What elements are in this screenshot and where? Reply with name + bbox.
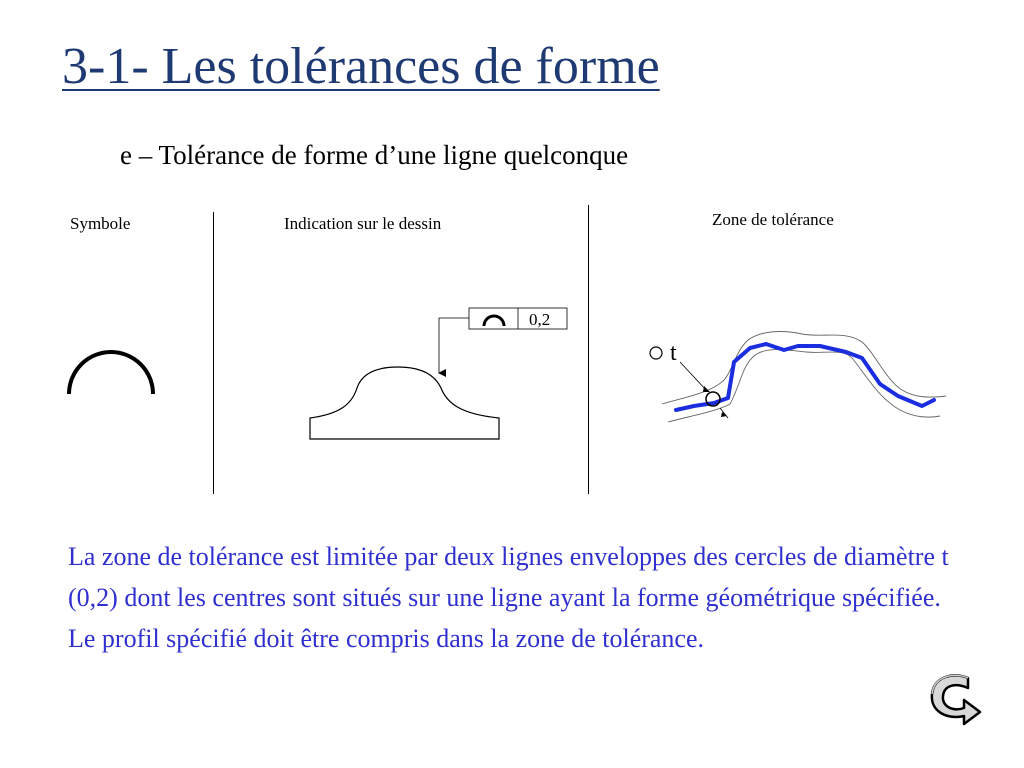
dimension-leader bbox=[680, 362, 707, 391]
tolerance-circle-icon bbox=[650, 347, 662, 359]
tolerance-value: 0,2 bbox=[529, 310, 551, 329]
lower-envelope-line bbox=[668, 350, 940, 423]
column-label-indication: Indication sur le dessin bbox=[284, 214, 442, 233]
description-text bbox=[68, 536, 968, 659]
dimension-arrow-upper bbox=[703, 386, 710, 392]
description-paragraph-2: Le profil spécifié doit être compris dans la zone de tolérance. bbox=[68, 624, 705, 653]
return-arrow-icon bbox=[924, 670, 984, 732]
description-paragraph-1: La zone de tolérance est limitée par deux lignes enveloppes des cercles de diamètre t (0,2) dont les centres sont situés sur une ligne ayant la forme géométrique spécifiée. bbox=[68, 542, 949, 612]
subtitle: e – Tolérance de forme d’une ligne quelconque bbox=[120, 140, 629, 170]
column-label-symbol: Symbole bbox=[70, 214, 131, 233]
upper-envelope-line bbox=[662, 332, 946, 404]
return-button[interactable] bbox=[924, 670, 984, 732]
actual-profile-line bbox=[676, 344, 934, 410]
tolerance-t-label: t bbox=[670, 340, 677, 366]
column-label-zone: Zone de tolérance bbox=[712, 210, 834, 229]
page-title: 3-1- Les tolérances de forme bbox=[62, 38, 660, 95]
